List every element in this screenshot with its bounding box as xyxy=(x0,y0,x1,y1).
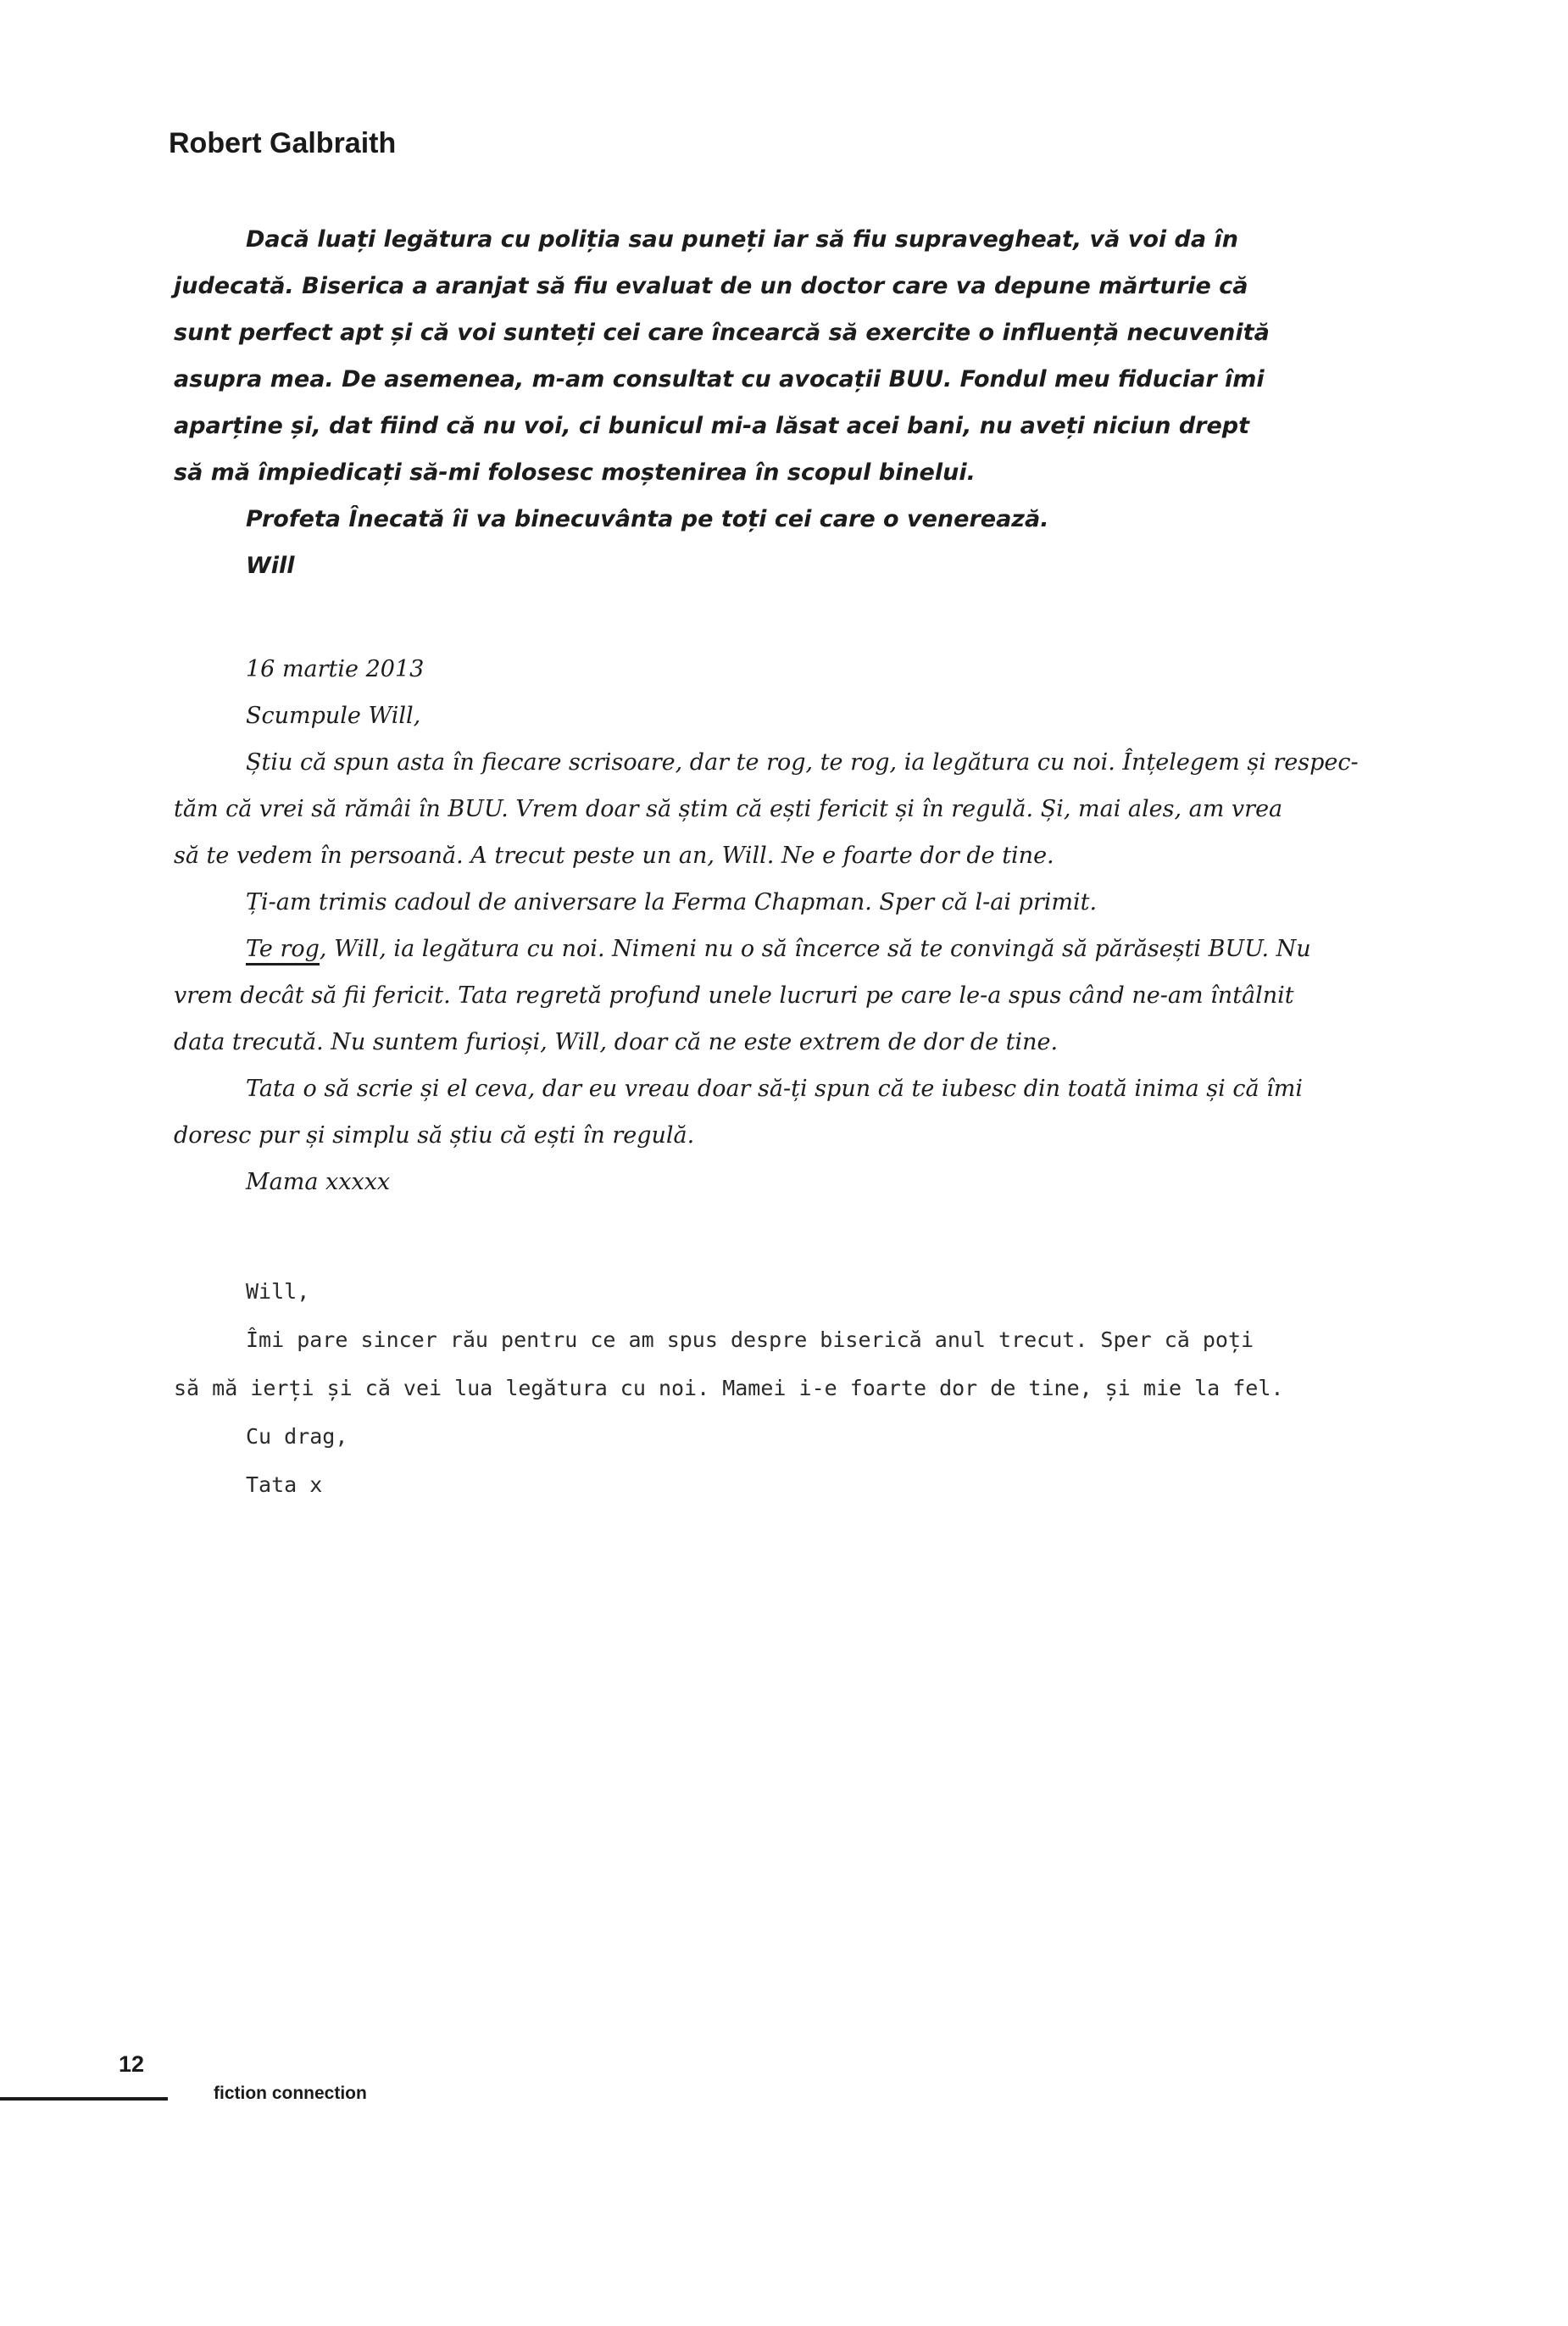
letter-salutation: Will, xyxy=(246,1279,310,1304)
letter-line: Știu că spun asta în fiecare scrisoare, dar te rog, te rog, ia legătura cu noi. Înțelegem și respec- xyxy=(246,749,1359,776)
letter-line-text: , Will, ia legătura cu noi. Nimeni nu o să încerce să te convingă să părăsești BUU. Nu xyxy=(319,936,1311,962)
letter-line: vrem decât să fii fericit. Tata regretă profund unele lucruri pe care le-a spus când ne-am întâlnit xyxy=(174,982,1294,1009)
letter-signature: Will xyxy=(246,553,295,579)
letter-date: 16 martie 2013 xyxy=(246,656,425,682)
letter-salutation: Scumpule Will, xyxy=(246,703,421,729)
letter-line: să mă ierți și că vei lua legătura cu noi. Mamei i-e foarte dor de tine, și mie la fel. xyxy=(174,1376,1284,1400)
running-head-author: Robert Galbraith xyxy=(169,127,397,159)
letter-line: să mă împiedicați să-mi folosesc moștenirea în scopul binelui. xyxy=(174,459,976,486)
letter-line: doresc pur și simplu să știu că ești în regulă. xyxy=(174,1122,695,1149)
letter-line: Îmi pare sincer rău pentru ce am spus despre biserică anul trecut. Sper că poți xyxy=(246,1327,1254,1352)
letter-line: asupra mea. De asemenea, m-am consultat cu avocații BUU. Fondul meu fiduciar îmi xyxy=(174,366,1265,392)
letter-line: data trecută. Nu suntem furioși, Will, doar că ne este extrem de dor de tine. xyxy=(174,1029,1059,1055)
letter-line: Ți-am trimis cadoul de aniversare la Ferma Chapman. Sper că l-ai primit. xyxy=(246,889,1098,915)
letter-signature: Mama xxxxx xyxy=(246,1169,391,1195)
letter-from-will xyxy=(174,216,1270,589)
letter-closing: Cu drag, xyxy=(246,1424,348,1449)
letter-line: judecată. Biserica a aranjat să fiu evaluat de un doctor care va depune mărturie că xyxy=(174,273,1248,299)
underlined-phrase: Te rog xyxy=(246,936,320,965)
letter-line: să te vedem în persoană. A trecut peste un an, Will. Ne e foarte dor de tine. xyxy=(174,843,1054,869)
letter-line: Tata o să scrie și el ceva, dar eu vreau doar să-ți spun că te iubesc din toată inima și că îmi xyxy=(246,1076,1304,1102)
letter-line: sunt perfect apt și că voi sunteți cei care încearcă să exercite o influență necuvenită xyxy=(174,320,1270,346)
letter-signature: Tata x xyxy=(246,1472,323,1497)
letter-from-mama xyxy=(174,646,1359,1205)
letter-from-tata xyxy=(174,1267,1283,1509)
page-number: 12 xyxy=(119,2051,145,2077)
letter-line xyxy=(174,926,1359,972)
imprint-fiction-connection: fiction connection xyxy=(214,2084,367,2103)
footer-rule xyxy=(0,2097,168,2101)
letter-line: Dacă luați legătura cu poliția sau puneți iar să fiu supravegheat, vă voi da în xyxy=(246,226,1238,253)
letter-line: tăm că vrei să rămâi în BUU. Vrem doar să știm că ești fericit și în regulă. Și, mai ales, am vrea xyxy=(174,796,1283,822)
letter-line: Profeta Înecată îi va binecuvânta pe toți cei care o venerează. xyxy=(246,506,1049,532)
letter-line: aparține și, dat fiind că nu voi, ci bunicul mi-a lăsat acei bani, nu aveți niciun drept xyxy=(174,413,1250,439)
